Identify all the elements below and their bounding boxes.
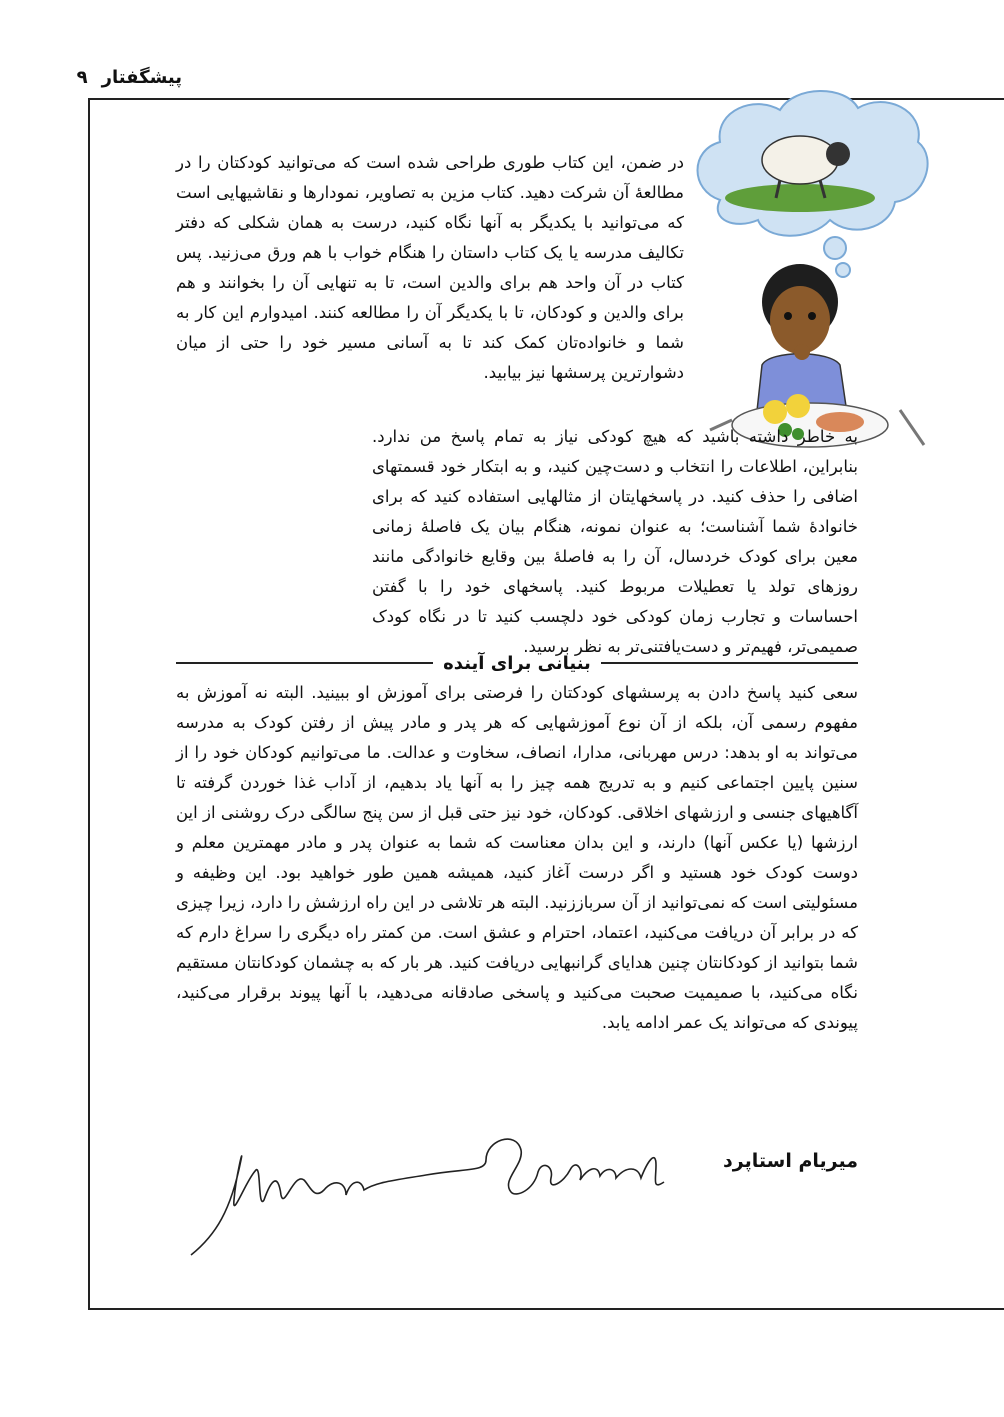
section-body: سعی کنید پاسخ دادن به پرسشهای کودکتان را فرصتی برای آموزش او ببینید. البته نه آموزش به مفهوم رسمی آن، بلکه از آن نوع آموزشهایی که هر پدر و مادر پیش از رفتن کودک به مدرسه می‌تواند به او بدهد: درس مهربانی، مدارا، انصاف، سخاوت و عدالت. ما می‌توانیم کودکان خود را از سنین پایین اجتماعی کنیم و به تدریج همه چیز را به آنها یاد بدهیم، از آداب غذا خوردن گرفته تا آگاهیهای جنسی و ارزشهای اخلاقی. کودکان، خود نیز حتی قبل از سن پنج سالگی درک روشنی از این ارزشها (یا عکس آنها) دارند، و این بدان معناست که شما به عنوان پدر و مادر مهمترین معلم و دوست کودک خود هستید و اگر درست آغاز کنید، همیشه همین طور خواهید بود. این وظیفه و مسئولیتی است که نمی‌توانید از آن سرباززنید. البته هر تلاشی در این راه ارزشش را دارد، زیرا چیزی که در برابر آن دریافت می‌کنید، اعتماد، احترام و عشق است. من کمتر راه دیگری را سراغ دارم که شما بتوانید از کودکانتان چنین هدایای گرانبهایی دریافت کنید. هر بار که به چشمان کودکانتان مستقیم نگاه می‌کنید، با صمیمیت صحبت می‌کنید و پاسخی صادقانه می‌دهید، با آنها پیوند برقرار می‌کنید، پیوندی که می‌تواند یک عمر ادامه یابد.	[176, 683, 858, 1032]
heading-rule-left	[176, 662, 433, 664]
section-heading: بنیانی برای آینده	[443, 652, 591, 674]
heading-rule-right	[601, 662, 858, 664]
handwritten-signature	[186, 1120, 676, 1270]
author-name: میریام استاپرد	[723, 1150, 858, 1172]
intro-paragraph-2-wrap	[176, 422, 858, 662]
intro-paragraph-2: به خاطر داشته باشید که هیچ کودکی نیاز به تمام پاسخ من ندارد. بنابراین، اطلاعات را انتخاب و دست‌چین کنید، و به ابتکار خود قسمتهای اضافی را حذف کنید. در پاسخهایتان از مثالهایی استفاده کنید که برای خانوادهٔ شما آشناست؛ به عنوان نمونه، هنگام بیان یک فاصلهٔ زمانی معین برای کودک خردسال، آن را به فاصلهٔ بین وقایع خانوادگی مانند روزهای تولد یا تعطیلات مربوط کنید. پاسخهای خود را با گفتن احساسات و تجارب زمان کودکی خود دلچسب کنید تا در نگاه کودک صمیمی‌تر، فهیم‌تر و دست‌یافتنی‌تر به نظر برسید.	[372, 427, 858, 656]
running-header	[76, 62, 182, 92]
intro-paragraph-1: در ضمن، این کتاب طوری طراحی شده است که می‌توانید کودکتان را در مطالعهٔ آن شرکت دهید. کتاب مزین به تصاویر، نمودارها و نقاشیهایی است که می‌توانید با یکدیگر به آنها نگاه کنید، درست به همان شکلی که دفتر تکالیف مدرسه یا یک کتاب داستان را هنگام خواب با هم ورق می‌زنید. پس کتاب در آن واحد هم برای والدین است، تا به تنهایی آن را بخوانند و هم برای والدین و کودکان، تا با یکدیگر آن را مطالعه کنند. امیدوارم این کار به شما و خانواده‌تان کمک کند تا به آسانی مسیر خود را حتی از میان دشوارترین پرسشها نیز بیابید.	[176, 153, 684, 382]
section-heading-row	[176, 648, 858, 678]
thought-cloud	[698, 91, 928, 277]
running-title: پیشگفتار	[101, 66, 182, 88]
child-dreaming-illustration	[680, 80, 930, 460]
page-number: ۹	[76, 66, 88, 88]
